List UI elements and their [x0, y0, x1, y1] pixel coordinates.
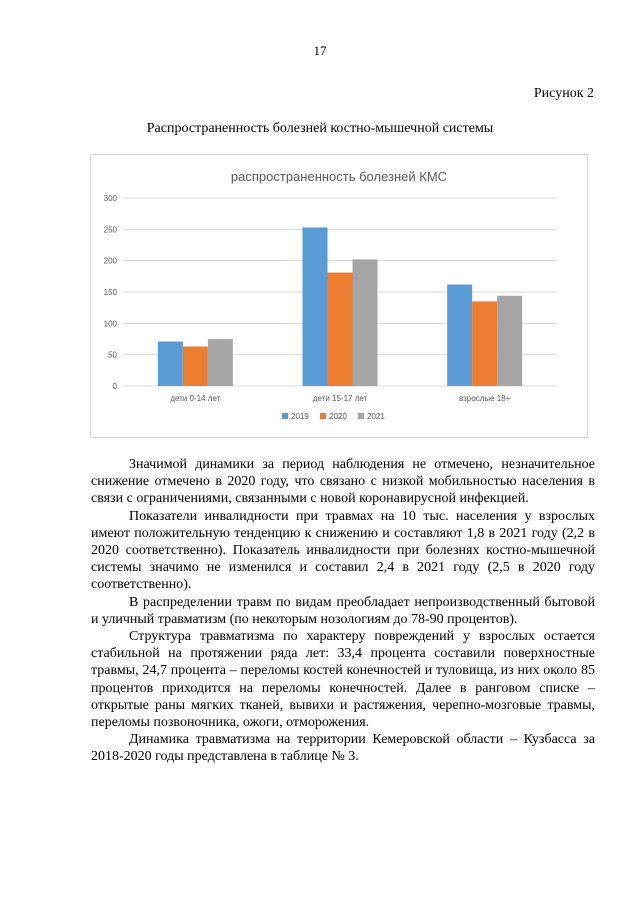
y-tick-label: 250 [103, 225, 117, 235]
bar-2021-2 [497, 296, 522, 386]
bar-2020-0 [183, 347, 208, 386]
chart [91, 155, 587, 437]
paragraph: В распределении травм по видам преобладает непроизводственный бытовой и уличный травматизм (по некоторым нозологиям до 78-90 процентов). [91, 594, 595, 627]
legend-label: 2021 [367, 412, 385, 421]
legend-swatch-2020 [320, 413, 326, 419]
x-category-label: дети 0-14 лет [170, 394, 221, 403]
chart-title: распространенность болезней КМС [230, 169, 448, 184]
y-tick-label: 0 [112, 382, 117, 391]
chart-y-labels [104, 194, 118, 391]
bar-2019-1 [303, 227, 328, 386]
bar-2019-2 [447, 284, 472, 386]
body-text [91, 456, 595, 766]
chart-bars [158, 227, 522, 386]
y-tick-label: 300 [103, 194, 117, 203]
legend-label: 2020 [329, 412, 347, 421]
y-tick-label: 150 [103, 288, 117, 297]
bar-2019-0 [158, 342, 183, 386]
bar-2020-2 [472, 301, 497, 386]
paragraph: Значимой динамики за период наблюдения не отмечено, незначительное снижение отмечено в 2020 году, что связано с низкой мобильностью населения в связи с ограничениями, связанными с новой коронавирусной инфекцией. [91, 457, 595, 507]
chart-x-labels [170, 394, 510, 403]
figure-caption: Распространенность болезней костно-мышечной системы [146, 121, 494, 136]
x-category-label: дети 15-17 лет [312, 394, 368, 403]
y-tick-label: 50 [108, 350, 117, 360]
y-tick-label: 100 [103, 319, 117, 329]
legend-swatch-2019 [282, 413, 288, 419]
x-category-label: взрослые 18+ [458, 394, 511, 403]
figure-label: Рисунок 2 [533, 86, 594, 101]
chart-frame [90, 154, 588, 438]
bar-2021-1 [353, 259, 378, 386]
paragraph: Динамика травматизма на территории Кемеровской области – Кузбасса за 2018-2020 годы представлена в таблице № 3. [91, 732, 595, 765]
chart-legend [282, 412, 385, 421]
bar-2021-0 [208, 339, 233, 386]
paragraph: Показатели инвалидности при травмах на 10 тыс. населения у взрослых имеют положительную тенденцию к снижению и составляют 1,8 в 2021 году (2,2 в 2020 соответственно). Показатель инвалидности при болезнях костно-мышечной системы значимо не изменился и составил 2,4 в 2021 году (2,5 в 2020 году соответственно). [91, 508, 595, 593]
legend-label: 2019 [291, 412, 309, 421]
bar-2020-1 [328, 273, 353, 386]
legend-swatch-2021 [358, 413, 364, 419]
paragraph: Структура травматизма по характеру повреждений у взрослых остается стабильной на протяжении ряда лет: 33,4 процента составили поверхностные травмы, 24,7 процента – переломы костей конечностей и туловища, из них около 85 процентов приходится на переломы конечностей. Далее в ранговом списке – открытые раны мягких тканей, вывихи и растяжения, черепно-мозговые травмы, переломы позвоночника, ожоги, отморожения. [91, 629, 595, 731]
page-number: 17 [313, 43, 327, 58]
y-tick-label: 200 [103, 256, 117, 266]
